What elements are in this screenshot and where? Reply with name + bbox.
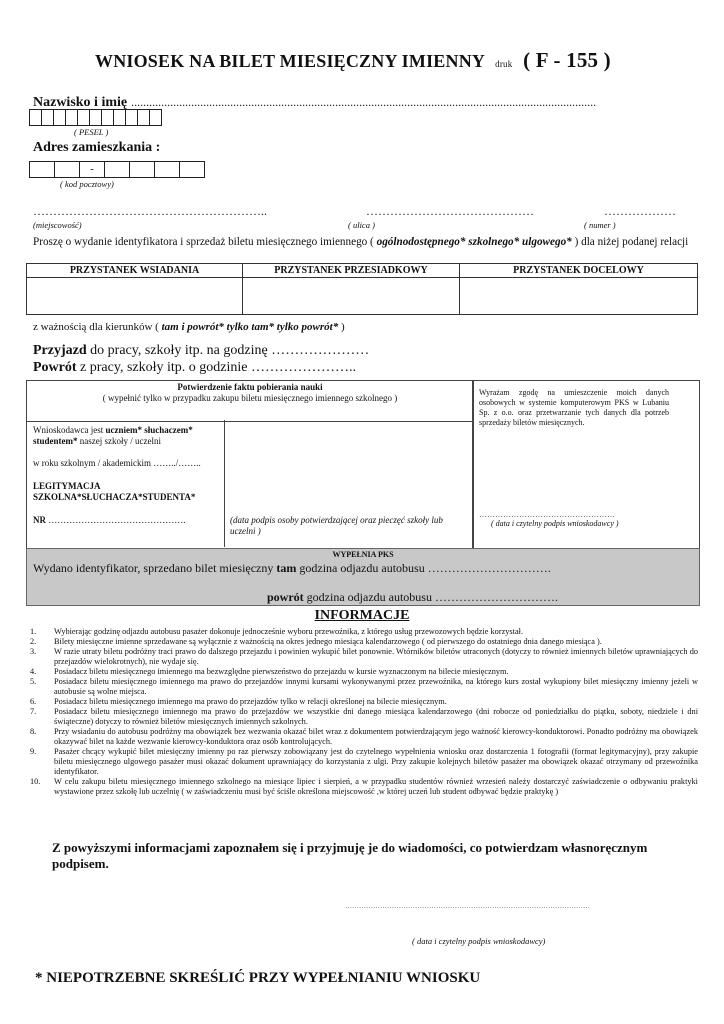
return-label: Powrót <box>33 360 77 375</box>
postal-code-field[interactable] <box>29 161 205 178</box>
consent-sign-caption: ( data i czytelny podpis wnioskodawcy ) <box>491 519 619 528</box>
consent-sign-input[interactable]: …………………………………………… <box>479 510 615 519</box>
transfer-stop-cell[interactable] <box>243 278 460 315</box>
school-box-subtitle: ( wypełnić tylko w przypadku zakupu biletu miesięcznego imiennego szkolnego ) <box>102 393 398 403</box>
status-text-b: naszej szkoły / uczelni <box>79 436 161 446</box>
col-header-transfer: PRZYSTANEK PRZESIADKOWY <box>243 264 460 278</box>
school-box-divider <box>224 420 225 547</box>
footer-note: * NIEPOTRZEBNE SKREŚLIĆ PRZY WYPEŁNIANIU WNIOSKU <box>35 970 481 986</box>
city-input[interactable]: ………………………………………………….. <box>33 204 267 218</box>
return-line <box>33 360 356 376</box>
info-item-number: 3. <box>30 647 37 656</box>
info-item-number: 10. <box>30 777 41 786</box>
pks-box <box>26 548 700 606</box>
return-input[interactable]: z pracy, szkoły itp. o godzinie ………………….. <box>80 360 356 375</box>
boarding-stop-cell[interactable] <box>27 278 243 315</box>
postal-cell[interactable] <box>129 161 154 178</box>
pesel-cell[interactable] <box>53 109 65 126</box>
street-input[interactable]: …………………………………… <box>366 204 534 218</box>
pks-outbound-label: tam <box>276 561 297 575</box>
info-item-number: 4. <box>30 667 37 676</box>
consent-box <box>472 380 700 549</box>
destination-stop-cell[interactable] <box>460 278 698 315</box>
number-caption: ( numer ) <box>584 220 616 230</box>
pesel-caption: ( PESEL ) <box>74 127 109 137</box>
request-before: Proszę o wydanie identyfikatora i sprzedaż biletu miesięcznego imiennego ( <box>33 236 374 248</box>
postal-cell[interactable] <box>179 161 205 178</box>
direction-options[interactable]: tam i powrót* tylko tam* tylko powrót* <box>161 321 339 333</box>
final-signature-caption: ( data i czytelny podpis wnioskodawcy) <box>412 936 546 946</box>
info-title: INFORMACJE <box>314 608 410 623</box>
pesel-cell[interactable] <box>149 109 162 126</box>
pks-return-line <box>267 590 558 605</box>
final-signature-input[interactable]: …………………………………………………………………………………………… <box>345 902 590 910</box>
pks-outbound-line <box>33 561 551 576</box>
pesel-cell[interactable] <box>125 109 137 126</box>
info-item-text: Posiadacz biletu miesięcznego imiennego ma prawo do przejazdów tylko w relacji określonej na bilecie miesięcznym. <box>54 697 447 706</box>
info-item <box>30 777 698 797</box>
status-options-a[interactable]: uczniem* słuchaczem* <box>105 425 193 435</box>
request-after: ) dla niżej podanej relacji <box>574 236 689 248</box>
pesel-cell[interactable] <box>65 109 77 126</box>
info-item-text: Posiadacz biletu miesięcznego imiennego ma bezwzględne pierwszeństwo do przejazdu w kursie wyznaczonym na bilecie miesięcznym. <box>54 667 509 676</box>
info-item-text: W celu zakupu biletu miesięcznego imiennego szkolnego na miesiące lipiec i sierpień, a w przypadku studentów również wrzesień należy dostarczyć zaświadczenie o odbywaniu praktyki wystawione przez szkołę lub uczelnię ( w zaświadczeniu musi być ściśle określona miejscowość ,w której uczeń lub student odbywać będzie praktykę ) <box>54 777 698 796</box>
pks-return-label: powrót <box>267 590 304 604</box>
druk-label: druk <box>495 59 513 69</box>
postal-cell[interactable] <box>54 161 79 178</box>
info-item <box>30 747 698 777</box>
id-number-label: NR <box>33 515 46 525</box>
direction-line <box>33 321 345 334</box>
pks-box-title: WYPEŁNIA PKS <box>332 550 394 559</box>
id-number-input[interactable]: ………………………………………. <box>48 515 186 525</box>
info-item-text: Wybierając godzinę odjazdu autobusu pasażer dokonuje jednocześnie wyboru przewoźnika, z którego usług przewozowych będzie korzystał. <box>54 627 524 636</box>
postal-cell[interactable] <box>104 161 129 178</box>
arrival-label: Przyjazd <box>33 343 87 358</box>
school-sign-caption: (data podpis osoby potwierdzającej oraz pieczęć szkoły lub uczelni ) <box>230 515 443 536</box>
info-item <box>30 667 698 677</box>
info-item-text: Posiadacz biletu miesięcznego imiennego ma prawo do przejazdów innymi kursami wykonywanymi przez przewoźnika, na którego kurs został wykupiony bilet miesięczny imienny jeżeli w autobusie są wolne miejsca. <box>54 677 698 696</box>
info-item-text: Bilety miesięczne imienne sprzedawane są wyłącznie z ważnością na okres jednego miesiąca kalendarzowego ( od pierwszego do ostatniego dnia danego miesiąca ). <box>54 637 602 646</box>
id-card-label-1: LEGITYMACJA <box>33 481 101 491</box>
info-item-text: W razie utraty biletu podróżny traci prawo do dalszego przejazdu i powinien wykupić bilet ponownie. Wtórników biletów utraconych (dotyczy to również imiennych biletów uprawniających do przejazdów wielokrotnych), nie wydaje się. <box>54 647 698 666</box>
info-item-number: 9. <box>30 747 37 756</box>
postal-cell[interactable] <box>154 161 179 178</box>
info-item <box>30 707 698 727</box>
stops-table <box>26 263 698 315</box>
col-header-destination: PRZYSTANEK DOCELOWY <box>460 264 698 278</box>
name-input[interactable]: ........................................................................................................................................................... <box>131 95 597 109</box>
pks-outbound-time[interactable]: godzina odjazdu autobusu …………………………. <box>299 561 551 575</box>
student-status <box>33 425 223 447</box>
arrival-line <box>33 343 369 359</box>
form-title <box>95 48 611 73</box>
info-item-number: 1. <box>30 627 37 636</box>
pesel-cell[interactable] <box>29 109 41 126</box>
consent-text: Wyrażam zgodę na umieszczenie moich danych osobowych w systemie komputerowym PKS w Lubaniu Sp. z o.o. oraz przetwarzanie tych danych dla potrzeb sprzedaży biletów miesięcznych. <box>479 388 669 427</box>
info-item <box>30 627 698 637</box>
address-label: Adres zamieszkania : <box>33 140 161 155</box>
name-label: Nazwisko i imię <box>33 95 128 110</box>
info-item <box>30 647 698 667</box>
pesel-cell[interactable] <box>137 109 149 126</box>
info-item-text: Przy wsiadaniu do autobusu podróżny ma obowiązek bez wezwania okazać bilet wraz z dokumentem potwierdzającym jego ważność kierowcy-konduktorowi. Ponadto podróżny ma obowiązek okazywać bilet na każde wezwanie kierowcy-konduktora oraz osób kontrolujących. <box>54 727 698 746</box>
info-item <box>30 637 698 647</box>
info-item-number: 8. <box>30 727 37 736</box>
pesel-cell[interactable] <box>89 109 101 126</box>
info-item-text: Posiadacz biletu miesięcznego imiennego ma prawo do przejazdów we wszystkie dni danego miesiąca kalendarzowego (dni robocze od poniedziałku do piątku, soboty, niedziele i dni świąteczne) dotyczy to również biletów miesięcznych imiennych szkolnych. <box>54 707 698 726</box>
info-item-number: 7. <box>30 707 37 716</box>
school-box-title: Potwierdzenie faktu pobierania nauki <box>177 382 323 392</box>
direction-close: ) <box>340 321 345 333</box>
info-item <box>30 697 698 707</box>
postal-cell[interactable] <box>29 161 54 178</box>
pesel-cell[interactable] <box>113 109 125 126</box>
street-caption: ( ulica ) <box>348 220 375 230</box>
city-caption: (miejscowość) <box>33 220 82 230</box>
id-number-row <box>33 515 186 526</box>
school-year-input[interactable]: w roku szkolnym / akademickim ……../…….. <box>33 458 201 468</box>
number-input[interactable]: ……………… <box>604 204 676 218</box>
pesel-field[interactable] <box>29 109 162 126</box>
id-card-label-2[interactable]: SZKOLNA*SŁUCHACZA*STUDENTA* <box>33 492 196 502</box>
col-header-boarding: PRZYSTANEK WSIADANIA <box>27 264 243 278</box>
pesel-cell[interactable] <box>101 109 113 126</box>
info-item <box>30 677 698 697</box>
info-item-text: Pasażer chcący wykupić bilet miesięczny imienny po raz pierwszy zobowiązany jest do czytelnego wypełnienia wniosku oraz dostarczenia 1 fotografii (format legitymacyjny), przy zakupie biletu miesięcznego ulgowego pasażer musi okazać dokument uprawniający do korzystania z ulgi. Przy zakupie kolejnych biletów pasażer ma obowiązek okazać otrzymany od przewoźnika identyfikator. <box>54 747 698 776</box>
info-item-number: 6. <box>30 697 37 706</box>
status-text-a: Wnioskodawca jest <box>33 425 104 435</box>
info-item <box>30 727 698 747</box>
title-text: WNIOSEK NA BILET MIESIĘCZNY IMIENNY <box>95 51 485 71</box>
info-list <box>30 627 698 797</box>
arrival-input[interactable]: do pracy, szkoły itp. na godzinę ………………… <box>90 343 370 358</box>
info-item-number: 5. <box>30 677 37 686</box>
request-text <box>33 236 693 249</box>
closing-statement: Z powyższymi informacjami zapoznałem się i przyjmuję je do wiadomości, co potwierdzam własnoręcznym podpisem. <box>52 840 648 871</box>
postal-caption: ( kod pocztowy) <box>60 179 114 189</box>
pks-return-time[interactable]: godzina odjazdu autobusu …………………………. <box>306 590 558 604</box>
status-options-b[interactable]: studentem* <box>33 436 78 446</box>
school-box-header <box>26 380 474 422</box>
pks-issued-text: Wydano identyfikator, sprzedano bilet miesięczny <box>33 561 274 575</box>
form-code: ( F - 155 ) <box>523 48 611 72</box>
direction-text: z ważnością dla kierunków ( <box>33 321 159 333</box>
ticket-types[interactable]: ogólnodostępnego* szkolnego* ulgowego* <box>376 236 572 248</box>
info-item-number: 2. <box>30 637 37 646</box>
pesel-cell[interactable] <box>41 109 53 126</box>
postal-dash: - <box>79 161 104 178</box>
pesel-cell[interactable] <box>77 109 89 126</box>
